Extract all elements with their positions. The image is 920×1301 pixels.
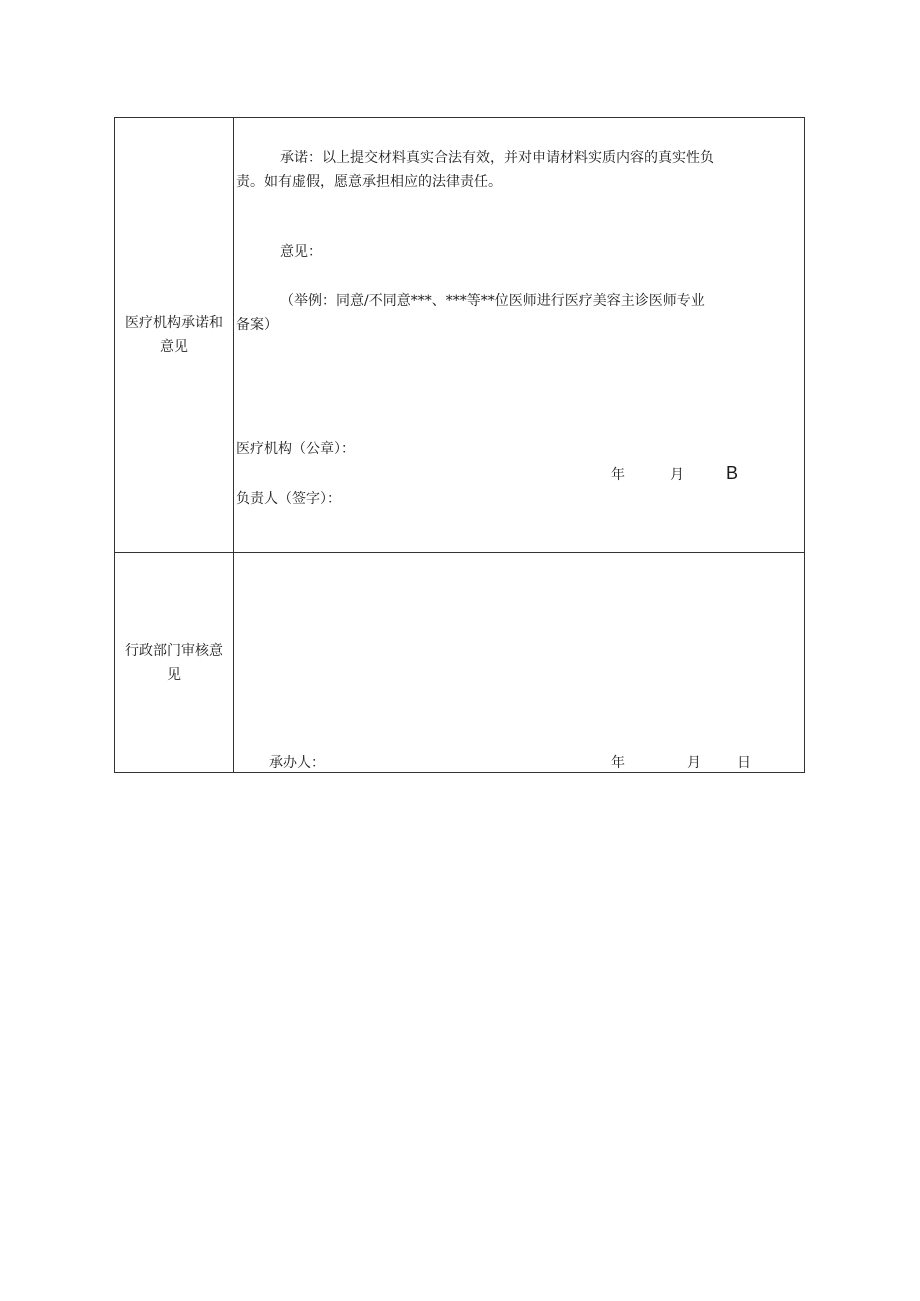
handler-label: 承办人：	[269, 755, 325, 771]
admin-label-cell	[115, 553, 234, 773]
filing-form-table	[114, 117, 805, 773]
pledge-line-2: 责。如有虚假，愿意承担相应的法律责任。	[236, 174, 502, 190]
institution-pledge-row	[115, 118, 804, 553]
institution-content-cell	[234, 118, 804, 552]
institution-label: 医疗机构承诺和意见	[125, 315, 223, 355]
institution-seal-label: 医疗机构（公章）：	[236, 441, 355, 457]
date-year-label: 年	[611, 467, 625, 483]
person-sign-label: 负责人（签字）：	[236, 491, 341, 507]
date-month-label: 月	[670, 467, 684, 483]
example-line-1: （举例：同意/不同意***、***等**位医师进行医疗美容主诊医师专业	[280, 293, 705, 309]
review-year-label: 年	[611, 755, 625, 771]
review-month-label: 月	[687, 755, 701, 771]
example-line-2: 备案）	[236, 317, 278, 333]
review-day-label: 日	[737, 755, 751, 771]
institution-label-cell	[115, 118, 234, 552]
admin-review-row	[115, 553, 804, 773]
opinion-label: 意见：	[280, 244, 322, 260]
admin-label: 行政部门审核意见	[125, 643, 223, 683]
date-day-label: B	[726, 463, 739, 483]
pledge-line-1: 承诺：以上提交材料真实合法有效，并对申请材料实质内容的真实性负	[280, 150, 714, 166]
admin-content-cell	[234, 553, 804, 773]
